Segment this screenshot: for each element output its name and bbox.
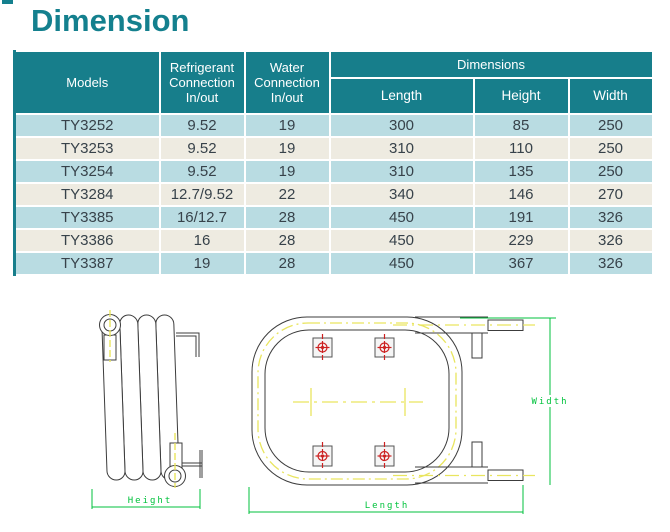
coil-top-view-drawing [245,300,670,532]
cell-height: 85 [474,114,569,137]
cell-height: 367 [474,252,569,275]
cell-model: TY3387 [15,252,160,275]
header-dimensions: Dimensions [330,51,653,78]
cell-refrigerant: 9.52 [160,160,245,183]
table-header [15,51,653,114]
cell-height: 135 [474,160,569,183]
cell-length: 450 [330,229,474,252]
table-row [15,114,653,137]
cell-height: 146 [474,183,569,206]
cell-water: 22 [245,183,330,206]
cell-water: 28 [245,252,330,275]
header-height: Height [474,78,569,114]
table-row [15,183,653,206]
slide-corner-accent [2,0,13,4]
cell-water: 19 [245,114,330,137]
cell-model: TY3252 [15,114,160,137]
header-water: Water Connection In/out [245,51,330,114]
cell-water: 28 [245,206,330,229]
coil-side-view-drawing [80,300,250,530]
cell-model: TY3386 [15,229,160,252]
cell-water: 28 [245,229,330,252]
cell-model: TY3284 [15,183,160,206]
cell-height: 191 [474,206,569,229]
cell-length: 340 [330,183,474,206]
cell-refrigerant: 9.52 [160,137,245,160]
cell-refrigerant: 12.7/9.52 [160,183,245,206]
cell-refrigerant: 16 [160,229,245,252]
cell-length: 310 [330,137,474,160]
table-row [15,229,653,252]
cell-width: 250 [569,137,653,160]
cell-refrigerant: 9.52 [160,114,245,137]
cell-length: 450 [330,206,474,229]
tube-outline [252,317,462,485]
dimension-table [13,50,654,276]
cell-length: 310 [330,160,474,183]
cell-width: 250 [569,160,653,183]
page-title: Dimension [31,3,190,38]
cell-water: 19 [245,160,330,183]
cell-length: 450 [330,252,474,275]
length-dimension-label: Length [364,501,410,511]
cell-height: 110 [474,137,569,160]
header-width: Width [569,78,653,114]
table-row [15,252,653,275]
cell-height: 229 [474,229,569,252]
cell-water: 19 [245,137,330,160]
cell-refrigerant: 19 [160,252,245,275]
table-row [15,206,653,229]
cell-width: 326 [569,206,653,229]
height-dimension-label: Height [127,496,173,506]
table-row [15,137,653,160]
top-pipe-hook [176,333,199,357]
cell-refrigerant: 16/12.7 [160,206,245,229]
width-dimension-label: Width [531,397,569,407]
cell-width: 326 [569,252,653,275]
cell-length: 300 [330,114,474,137]
table-row [15,160,653,183]
cell-width: 270 [569,183,653,206]
center-axis-crosshair [293,388,423,416]
cell-width: 250 [569,114,653,137]
cell-model: TY3385 [15,206,160,229]
header-length: Length [330,78,474,114]
tube-centerline [258,323,456,479]
cell-width: 326 [569,229,653,252]
top-outlet-pipe [393,317,535,358]
bottom-outlet-pipe [393,442,535,483]
cell-model: TY3253 [15,137,160,160]
header-models: Models [15,51,160,114]
header-row-top [15,51,653,78]
cell-model: TY3254 [15,160,160,183]
header-refrigerant: Refrigerant Connection In/out [160,51,245,114]
